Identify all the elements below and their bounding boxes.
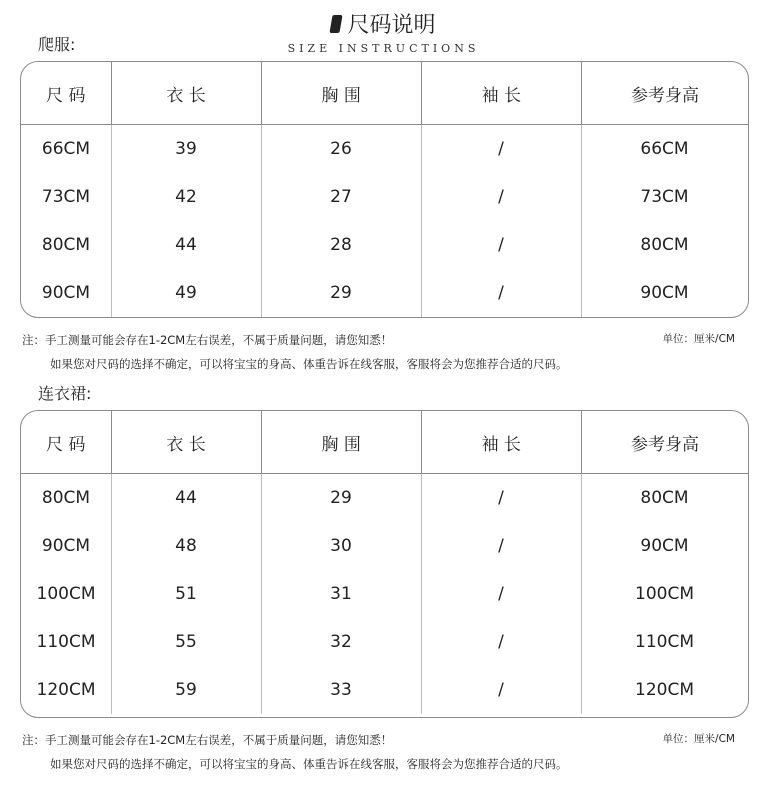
section-label-romper: 爬服: (38, 35, 76, 54)
table-row (21, 221, 748, 269)
table-body (21, 125, 748, 317)
cell-sleeve: / (498, 139, 504, 159)
header-height: 参考身高 (581, 62, 748, 124)
table-row (21, 522, 748, 570)
cell-size: 80CM (41, 235, 91, 255)
cell-sleeve: / (498, 680, 504, 700)
cell-height: 66CM (640, 139, 689, 159)
header-sleeve: 袖 长 (421, 62, 581, 124)
ruler-icon (330, 15, 343, 33)
header-sleeve: 袖 长 (421, 411, 581, 473)
sizing-advice-note: 如果您对尺码的选择不确定，可以将宝宝的身高、体重告诉在线客服，客服将会为您推荐合适的尺码。 (50, 757, 568, 771)
cell-chest: 28 (330, 235, 352, 255)
table-row (21, 173, 748, 221)
cell-chest: 29 (330, 283, 352, 303)
header-size: 尺 码 (46, 85, 86, 106)
header-chest: 胸 围 (261, 62, 421, 124)
cell-length: 49 (175, 283, 197, 303)
page-header (0, 8, 767, 55)
table-row (21, 666, 748, 714)
size-table-dress (20, 410, 749, 718)
cell-height: 73CM (640, 187, 689, 207)
table-row (21, 125, 748, 173)
column-divider (261, 474, 262, 714)
header-chest: 胸 围 (261, 411, 421, 473)
cell-chest: 29 (330, 488, 352, 508)
measurement-note: 注：手工测量可能会存在1-2CM左右误差，不属于质量问题，请您知悉！ (22, 333, 393, 347)
cell-size: 66CM (41, 139, 91, 159)
table-row (21, 269, 748, 317)
column-divider (421, 474, 422, 714)
cell-size: 90CM (41, 283, 91, 303)
header-size: 尺 码 (46, 434, 86, 455)
cell-size: 80CM (41, 488, 91, 508)
column-divider (111, 474, 112, 714)
table-header-row (21, 62, 748, 125)
page-title (331, 8, 435, 39)
header-length: 衣 长 (111, 62, 261, 124)
unit-label: 单位：厘米/CM (662, 733, 735, 745)
cell-sleeve: / (498, 488, 504, 508)
page-title-text: 尺码说明 (347, 13, 436, 38)
table-body (21, 474, 748, 714)
header-height: 参考身高 (581, 411, 748, 473)
cell-sleeve: / (498, 536, 504, 556)
table-header-row (21, 411, 748, 474)
cell-size: 100CM (36, 584, 96, 604)
cell-length: 51 (175, 584, 197, 604)
column-divider (421, 125, 422, 317)
cell-height: 80CM (640, 488, 689, 508)
cell-chest: 33 (330, 680, 352, 700)
cell-length: 59 (175, 680, 197, 700)
size-table-romper (20, 61, 749, 318)
page-subtitle: SIZE INSTRUCTIONS (287, 42, 480, 55)
cell-chest: 27 (330, 187, 352, 207)
cell-length: 42 (175, 187, 197, 207)
cell-height: 110CM (635, 632, 694, 652)
cell-sleeve: / (498, 283, 504, 303)
cell-chest: 31 (330, 584, 352, 604)
cell-height: 120CM (635, 680, 694, 700)
measurement-note: 注：手工测量可能会存在1-2CM左右误差，不属于质量问题，请您知悉！ (22, 733, 393, 747)
cell-length: 48 (175, 536, 197, 556)
cell-sleeve: / (498, 632, 504, 652)
cell-chest: 32 (330, 632, 352, 652)
cell-sleeve: / (498, 235, 504, 255)
cell-length: 55 (175, 632, 197, 652)
column-divider (581, 474, 582, 714)
cell-length: 44 (175, 235, 197, 255)
column-divider (111, 125, 112, 317)
cell-size: 90CM (41, 536, 91, 556)
cell-size: 110CM (36, 632, 96, 652)
cell-height: 90CM (640, 283, 689, 303)
header-length: 衣 长 (111, 411, 261, 473)
unit-label: 单位：厘米/CM (662, 333, 735, 345)
cell-height: 80CM (640, 235, 689, 255)
column-divider (581, 125, 582, 317)
cell-height: 100CM (635, 584, 694, 604)
column-divider (261, 125, 262, 317)
cell-length: 44 (175, 488, 197, 508)
cell-chest: 26 (330, 139, 352, 159)
section-label-dress: 连衣裙: (38, 384, 92, 403)
cell-sleeve: / (498, 584, 504, 604)
cell-height: 90CM (640, 536, 689, 556)
sizing-advice-note: 如果您对尺码的选择不确定，可以将宝宝的身高、体重告诉在线客服，客服将会为您推荐合适的尺码。 (50, 357, 568, 371)
table-row (21, 618, 748, 666)
table-row (21, 570, 748, 618)
cell-size: 120CM (36, 680, 96, 700)
cell-length: 39 (175, 139, 197, 159)
cell-sleeve: / (498, 187, 504, 207)
cell-chest: 30 (330, 536, 352, 556)
table-row (21, 474, 748, 522)
cell-size: 73CM (41, 187, 91, 207)
